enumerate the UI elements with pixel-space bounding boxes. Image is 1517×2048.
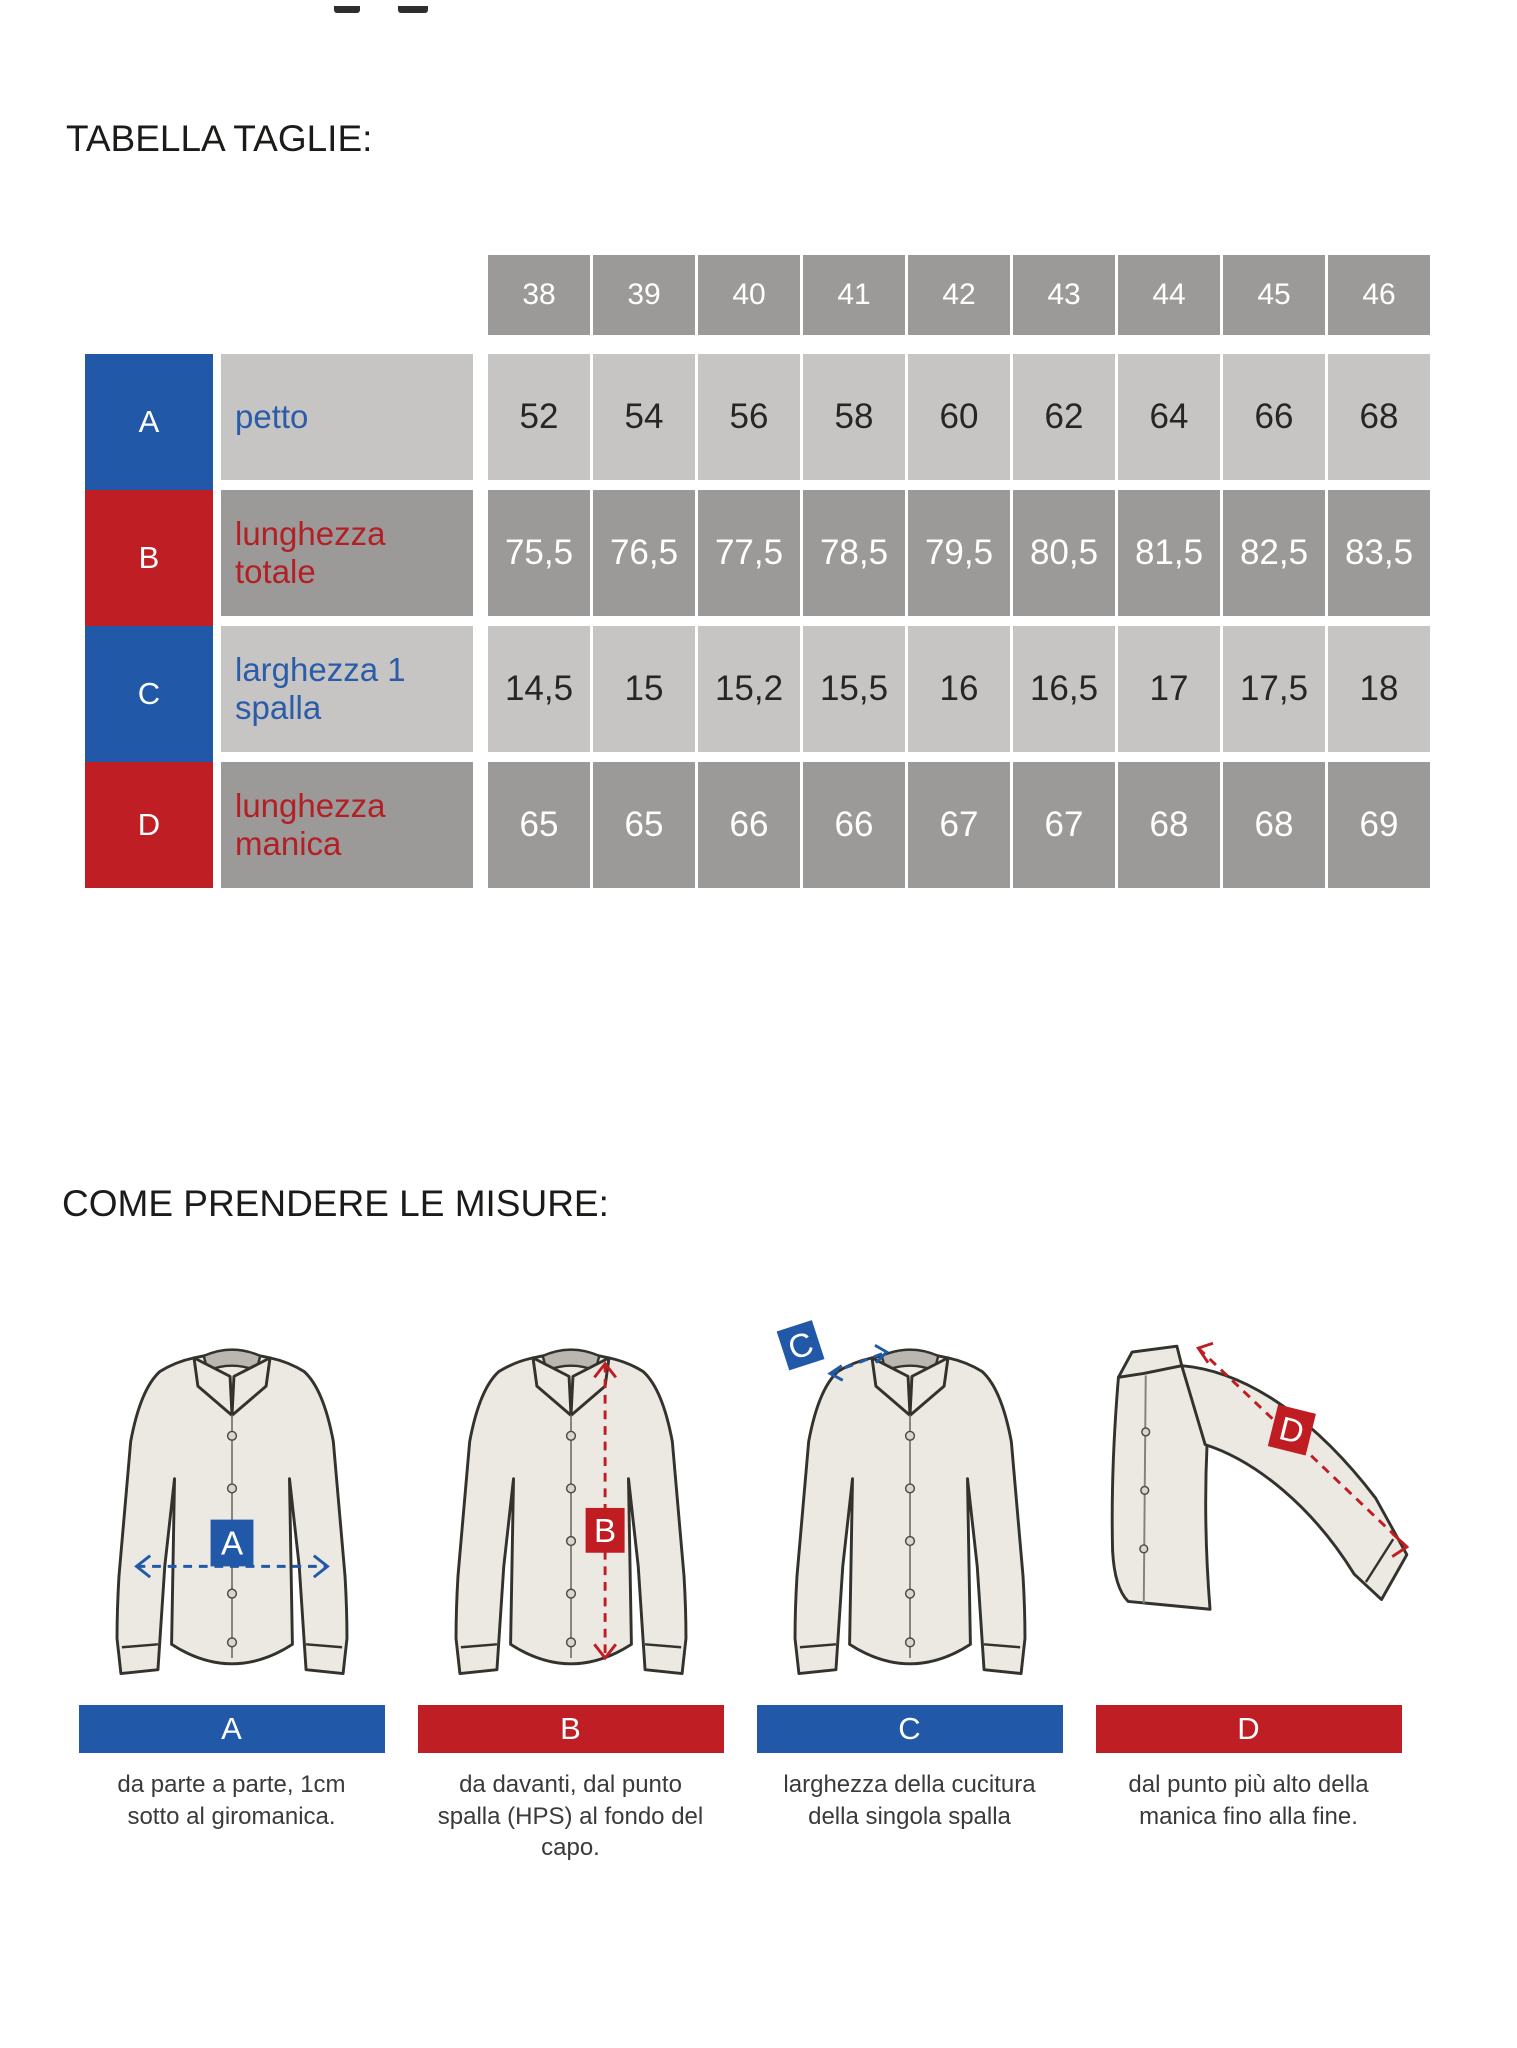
value-cell: 16,5	[1013, 626, 1115, 752]
table-row-lunghezza-manica	[85, 762, 1517, 888]
size-header-cell: 44	[1118, 255, 1220, 335]
row-letter-cell	[85, 626, 213, 752]
measure-item-d	[1079, 1315, 1418, 1864]
row-values	[488, 490, 1430, 616]
row-label-cell: petto	[221, 354, 473, 480]
value-cell: 77,5	[698, 490, 800, 616]
measure-bar-d: D	[1096, 1705, 1402, 1753]
size-header-cell: 38	[488, 255, 590, 335]
value-cell: 65	[593, 762, 695, 888]
measure-caption-a: da parte a parte, 1cm sotto al giromanica.	[117, 1771, 346, 1830]
shirt-illustration-a	[62, 1315, 402, 1695]
measure-caption-d: dal punto più alto della manica fino alla fine.	[1128, 1771, 1369, 1830]
measure-caption-b: da davanti, dal punto spalla (HPS) al fondo del capo.	[437, 1771, 704, 1862]
size-header-row	[488, 255, 1517, 335]
value-cell: 66	[1223, 354, 1325, 480]
size-table	[85, 255, 1517, 888]
value-cell: 78,5	[803, 490, 905, 616]
row-values	[488, 354, 1430, 480]
value-cell: 66	[803, 762, 905, 888]
size-header-cell: 39	[593, 255, 695, 335]
value-cell: 68	[1328, 354, 1430, 480]
value-cell: 15,5	[803, 626, 905, 752]
value-cell: 56	[698, 354, 800, 480]
row-label-cell: lunghezza totale	[221, 490, 473, 616]
value-cell: 16	[908, 626, 1010, 752]
value-cell: 52	[488, 354, 590, 480]
table-row-lunghezza-totale	[85, 490, 1517, 616]
value-cell: 66	[698, 762, 800, 888]
row-letter: B	[138, 540, 160, 575]
measure-caption-c: larghezza della cucitura della singola spalla	[783, 1771, 1036, 1830]
shirt-illustration-c	[740, 1315, 1080, 1695]
clipped-text-remnant	[334, 0, 428, 8]
value-cell: 64	[1118, 354, 1220, 480]
value-cell: 81,5	[1118, 490, 1220, 616]
value-cell: 68	[1223, 762, 1325, 888]
value-cell: 62	[1013, 354, 1115, 480]
size-header-cell: 43	[1013, 255, 1115, 335]
row-letter: C	[137, 676, 161, 711]
value-cell: 79,5	[908, 490, 1010, 616]
value-cell: 82,5	[1223, 490, 1325, 616]
value-cell: 80,5	[1013, 490, 1115, 616]
measure-item-b	[401, 1315, 740, 1864]
value-cell: 58	[803, 354, 905, 480]
value-cell: 65	[488, 762, 590, 888]
value-cell: 69	[1328, 762, 1430, 888]
value-cell: 54	[593, 354, 695, 480]
measure-title: COME PRENDERE LE MISURE:	[62, 1183, 609, 1224]
row-letter-cell	[85, 762, 213, 888]
value-cell: 18	[1328, 626, 1430, 752]
value-cell: 17,5	[1223, 626, 1325, 752]
badge-letter: B	[594, 1513, 617, 1551]
row-letter: D	[137, 807, 161, 842]
value-cell: 60	[908, 354, 1010, 480]
measure-bar-a: A	[79, 1705, 385, 1753]
badge-letter: A	[220, 1525, 244, 1563]
row-letter-cell	[85, 354, 213, 480]
measure-figures	[62, 1315, 1517, 1864]
shirt-illustration-d	[1079, 1315, 1419, 1695]
size-header-cell: 40	[698, 255, 800, 335]
value-cell: 76,5	[593, 490, 695, 616]
shirt-illustration-b	[401, 1315, 741, 1695]
value-cell: 15,2	[698, 626, 800, 752]
value-cell: 14,5	[488, 626, 590, 752]
row-letter: A	[138, 404, 160, 439]
value-cell: 68	[1118, 762, 1220, 888]
measure-item-c	[740, 1315, 1079, 1864]
row-label-cell: lunghezza manica	[221, 762, 473, 888]
value-cell: 67	[908, 762, 1010, 888]
size-header-cell: 41	[803, 255, 905, 335]
size-header-cell: 46	[1328, 255, 1430, 335]
value-cell: 17	[1118, 626, 1220, 752]
table-row-petto	[85, 354, 1517, 480]
size-header-cell: 42	[908, 255, 1010, 335]
row-values	[488, 626, 1430, 752]
table-row-larghezza-spalla	[85, 626, 1517, 752]
row-letter-cell	[85, 490, 213, 616]
value-cell: 15	[593, 626, 695, 752]
size-header-cell: 45	[1223, 255, 1325, 335]
value-cell: 67	[1013, 762, 1115, 888]
row-label-cell: larghezza 1 spalla	[221, 626, 473, 752]
badge-letter: C	[783, 1325, 819, 1368]
letter-badge-c	[777, 1320, 825, 1370]
measure-bar-c: C	[757, 1705, 1063, 1753]
row-values	[488, 762, 1430, 888]
value-cell: 75,5	[488, 490, 590, 616]
value-cell: 83,5	[1328, 490, 1430, 616]
size-table-title: TABELLA TAGLIE:	[66, 118, 373, 159]
sleeve-extended	[1182, 1366, 1407, 1600]
measure-item-a	[62, 1315, 401, 1864]
badge-letter: D	[1275, 1410, 1308, 1452]
measure-bar-b: B	[418, 1705, 724, 1753]
